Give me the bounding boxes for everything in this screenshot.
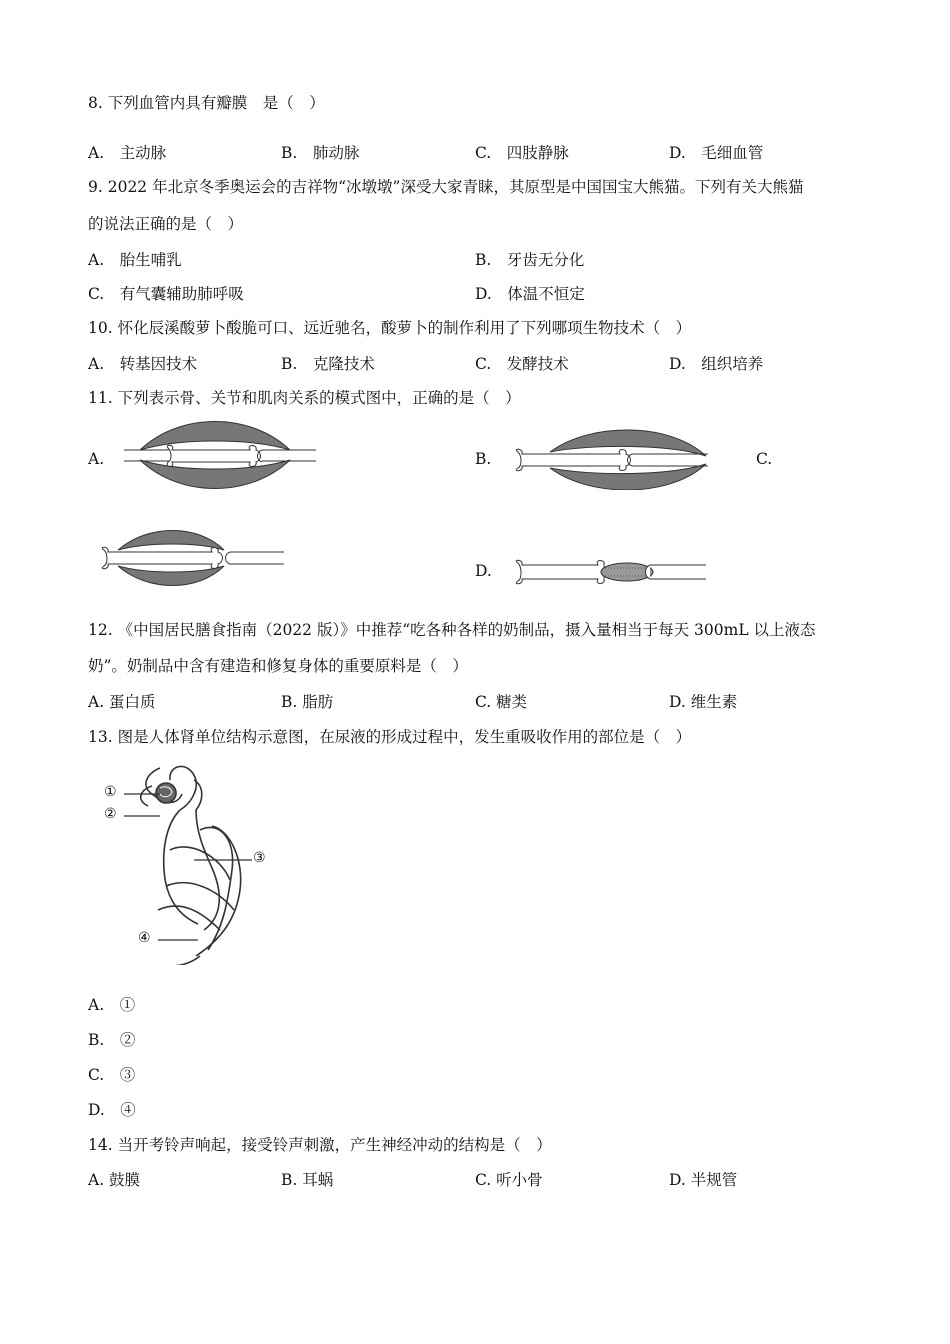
- q10-option-b[interactable]: B. 克隆技术: [281, 355, 375, 373]
- nephron-label-3: ③: [253, 850, 266, 866]
- q12-option-a[interactable]: A. 蛋白质: [88, 693, 156, 711]
- q12-stem-line1: 12. 《中国居民膳食指南（2022 版）》中推荐“吃各种各样的奶制品，摄入量相当于每天 300mL 以上液态: [88, 621, 816, 639]
- q12-stem-line2: 奶”。奶制品中含有建造和修复身体的重要原料是（ ）: [88, 657, 468, 675]
- nephron-label-1: ①: [104, 784, 117, 800]
- q13-option-d[interactable]: D. ④: [88, 1101, 136, 1119]
- q11-option-a[interactable]: A.: [88, 450, 105, 468]
- q10-option-a[interactable]: A. 转基因技术: [88, 355, 198, 373]
- q11-figure-b: [510, 428, 710, 490]
- q11-figure-c: [98, 528, 288, 588]
- q13-option-a[interactable]: A. ①: [88, 996, 136, 1014]
- q10-option-d[interactable]: D. 组织培养: [669, 355, 764, 373]
- q11-option-d[interactable]: D.: [475, 562, 492, 580]
- q13-option-b[interactable]: B. ②: [88, 1031, 136, 1049]
- q9-stem-line2: 的说法正确的是（ ）: [88, 215, 244, 233]
- q9-option-d[interactable]: D. 体温不恒定: [475, 285, 585, 303]
- q12-option-b[interactable]: B. 脂肪: [281, 693, 334, 711]
- q11-option-c[interactable]: C.: [756, 450, 773, 468]
- q12-option-d[interactable]: D. 维生素: [669, 693, 738, 711]
- q11-figure-d: [510, 555, 710, 589]
- q14-option-a[interactable]: A. 鼓膜: [88, 1171, 141, 1189]
- q11-stem: 11. 下列表示骨、关节和肌肉关系的模式图中，正确的是（ ）: [88, 389, 521, 407]
- q8-stem: 8. 下列血管内具有瓣膜 是（ ）: [88, 94, 325, 112]
- nephron-label-4: ④: [138, 930, 151, 946]
- nephron-diagram: [100, 760, 280, 965]
- q9-option-a[interactable]: A. 胎生哺乳: [88, 251, 182, 269]
- q14-stem: 14. 当开考铃声响起，接受铃声刺激，产生神经冲动的结构是（ ）: [88, 1136, 552, 1154]
- q10-option-c[interactable]: C. 发酵技术: [475, 355, 569, 373]
- q13-option-c[interactable]: C. ③: [88, 1066, 136, 1084]
- q12-option-c[interactable]: C. 糖类: [475, 693, 528, 711]
- q14-option-b[interactable]: B. 耳蜗: [281, 1171, 334, 1189]
- q9-stem-line1: 9. 2022 年北京冬季奥运会的吉祥物“冰墩墩”深受大家青睐，其原型是中国国宝大熊猫。下列有关大熊猫: [88, 178, 804, 196]
- q10-stem: 10. 怀化辰溪酸萝卜酸脆可口、远近驰名，酸萝卜的制作利用了下列哪项生物技术（ ）: [88, 319, 692, 337]
- q11-figure-a: [120, 420, 320, 490]
- q9-option-b[interactable]: B. 牙齿无分化: [475, 251, 585, 269]
- q8-option-d[interactable]: D. 毛细血管: [669, 144, 764, 162]
- q13-stem: 13. 图是人体肾单位结构示意图，在尿液的形成过程中，发生重吸收作用的部位是（ ）: [88, 728, 692, 746]
- q14-option-d[interactable]: D. 半规管: [669, 1171, 738, 1189]
- q8-option-a[interactable]: A. 主动脉: [88, 144, 167, 162]
- q8-option-c[interactable]: C. 四肢静脉: [475, 144, 569, 162]
- q14-option-c[interactable]: C. 听小骨: [475, 1171, 543, 1189]
- q9-option-c[interactable]: C. 有气囊辅助肺呼吸: [88, 285, 244, 303]
- q8-option-b[interactable]: B. 肺动脉: [281, 144, 360, 162]
- nephron-label-2: ②: [104, 806, 117, 822]
- q11-option-b[interactable]: B.: [475, 450, 492, 468]
